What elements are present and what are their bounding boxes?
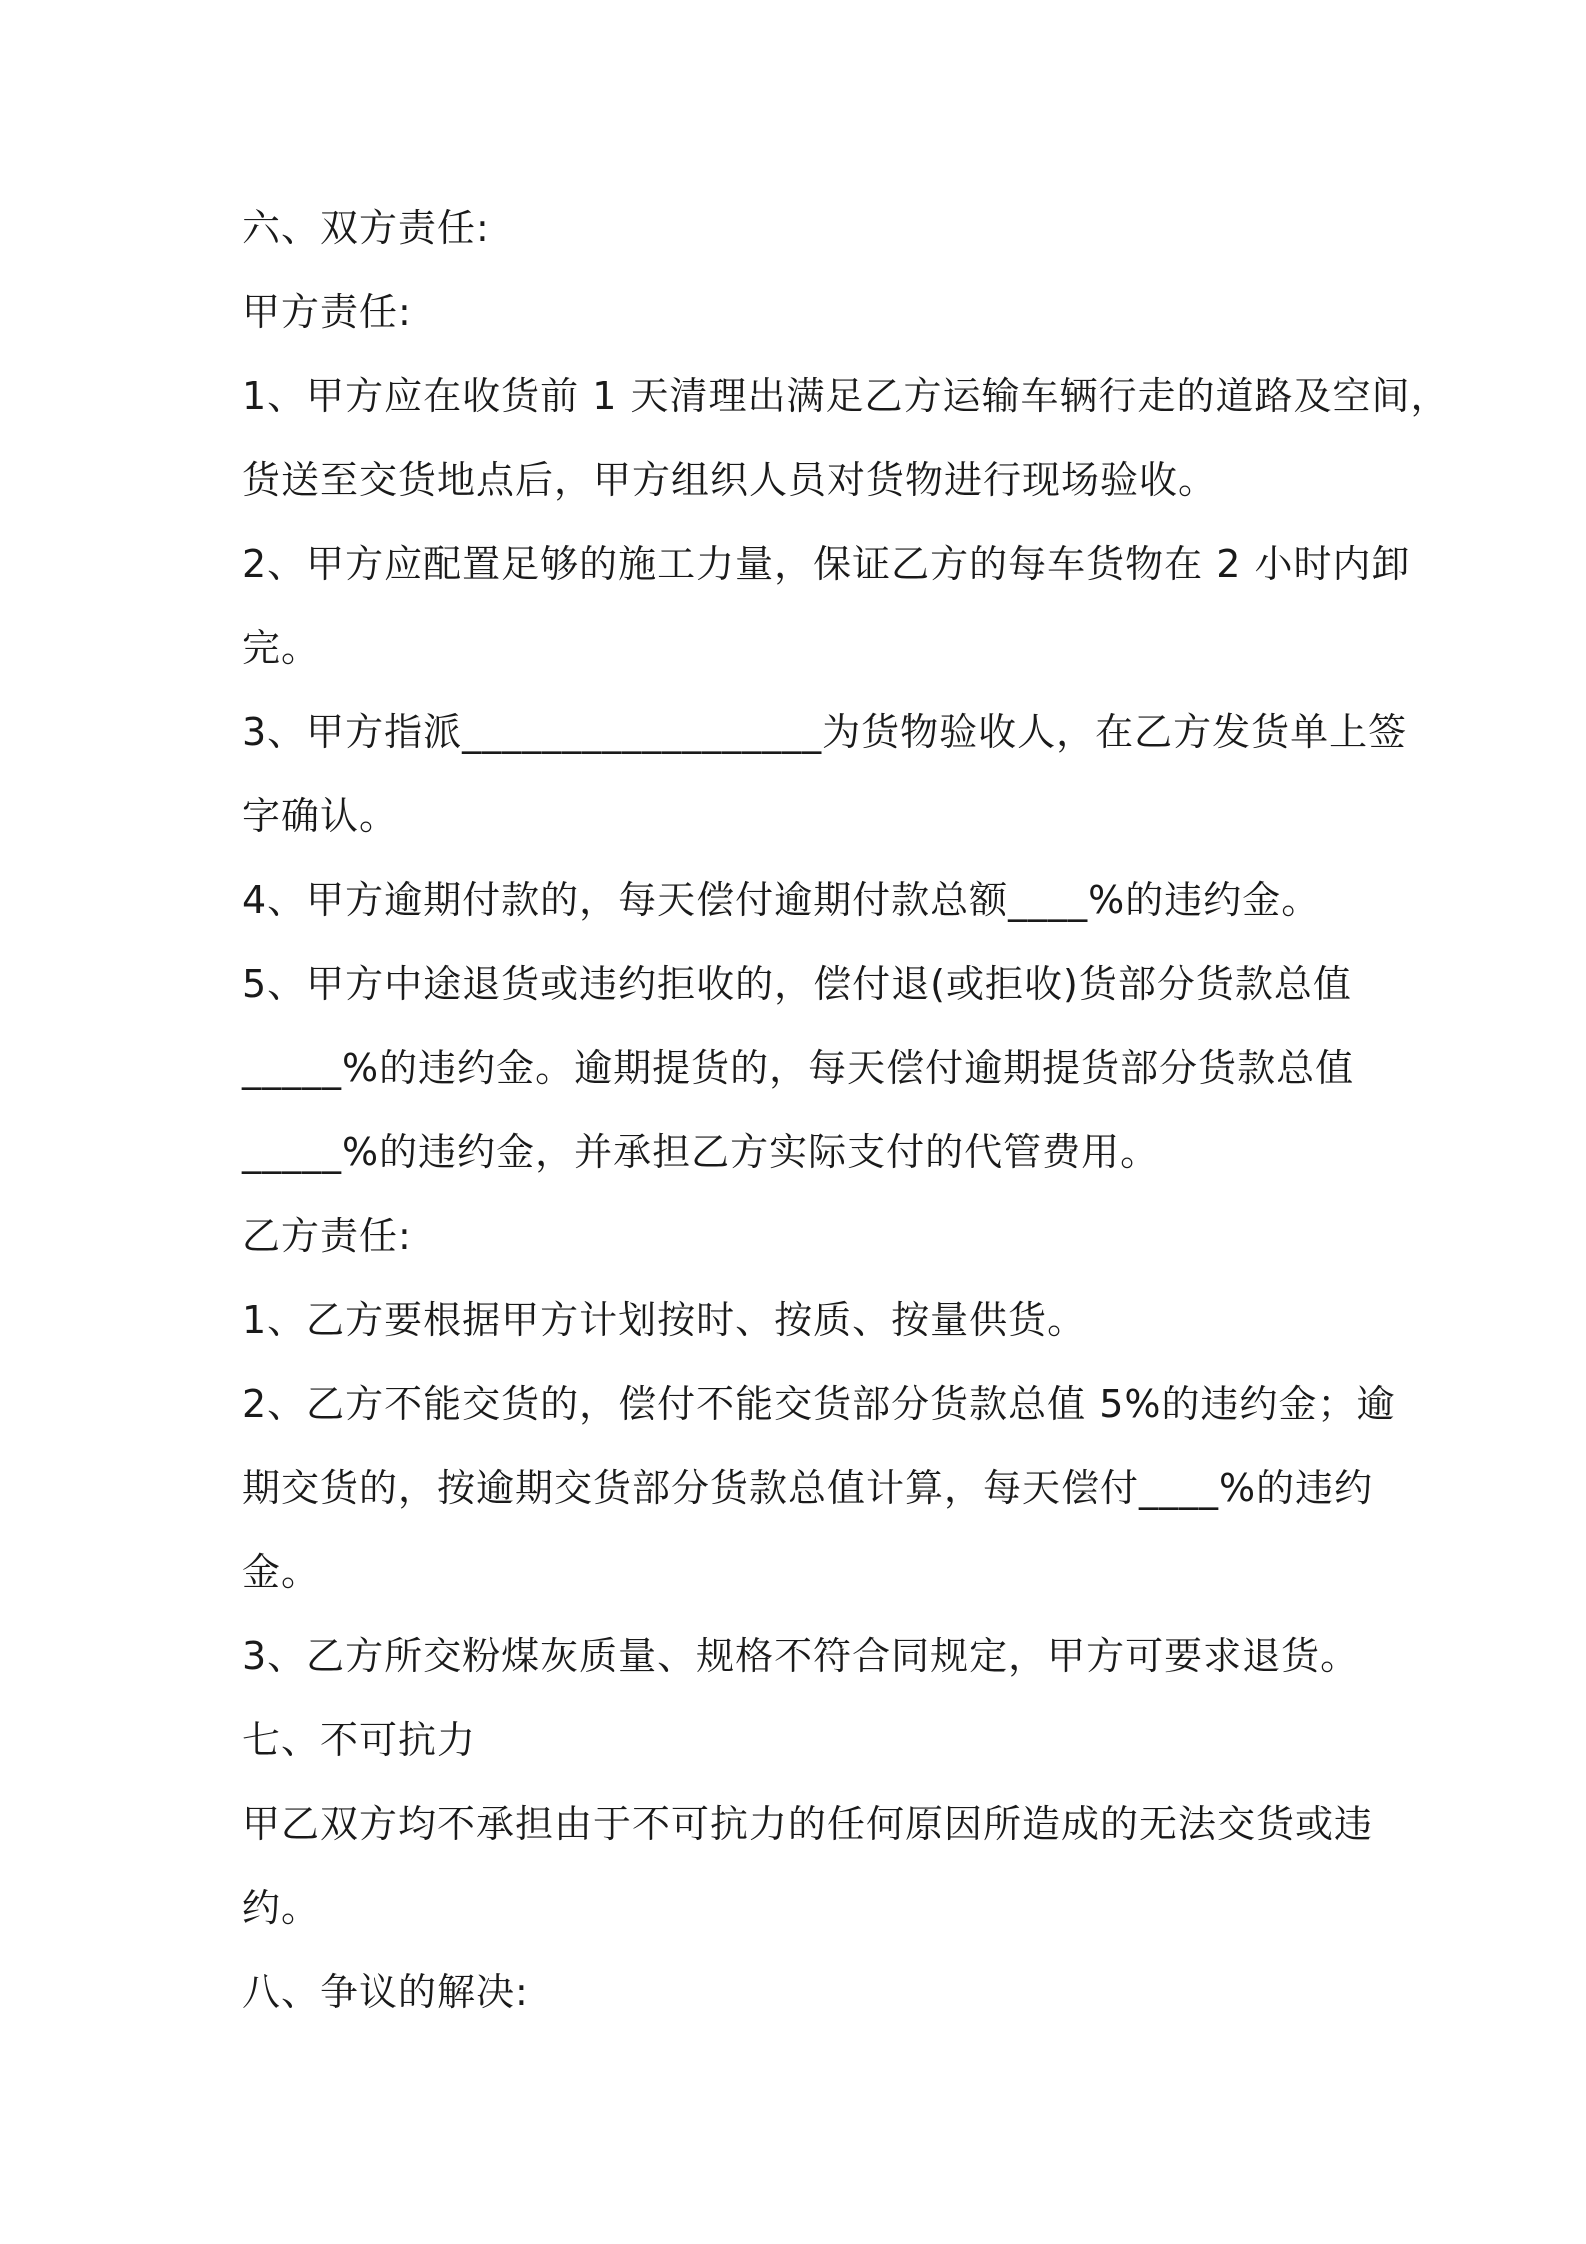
party-a-clause-5-line-3: _____%的违约金，并承担乙方实际支付的代管费用。 (242, 1130, 1160, 1174)
party-b-heading: 乙方责任: (242, 1214, 412, 1258)
party-a-clause-3-line-1: 3、甲方指派__________________为货物验收人，在乙方发货单上签 (242, 710, 1408, 754)
party-b-clause-3: 3、乙方所交粉煤灰质量、规格不符合同规定，甲方可要求退货。 (242, 1634, 1360, 1678)
force-majeure-line-1: 甲乙双方均不承担由于不可抗力的任何原因所造成的无法交货或违 (242, 1802, 1374, 1846)
party-a-heading: 甲方责任: (242, 290, 412, 334)
party-a-clause-2-line-2: 完。 (242, 626, 321, 670)
party-a-clause-4: 4、甲方逾期付款的，每天偿付逾期付款总额____%的违约金。 (242, 878, 1321, 922)
party-b-clause-2-line-3: 金。 (242, 1550, 321, 1594)
section-heading-6: 六、双方责任: (242, 206, 490, 250)
party-b-clause-1: 1、乙方要根据甲方计划按时、按质、按量供货。 (242, 1298, 1087, 1342)
party-b-clause-2-line-1: 2、乙方不能交货的，偿付不能交货部分货款总值 5%的违约金；逾 (242, 1382, 1396, 1426)
party-a-clause-2-line-1: 2、甲方应配置足够的施工力量，保证乙方的每车货物在 2 小时内卸 (242, 542, 1411, 586)
party-b-clause-2-line-2: 期交货的，按逾期交货部分货款总值计算，每天偿付____%的违约 (242, 1466, 1374, 1510)
party-a-clause-5-line-2: _____%的违约金。逾期提货的，每天偿付逾期提货部分货款总值 (242, 1046, 1355, 1090)
party-a-clause-3-line-2: 字确认。 (242, 794, 399, 838)
section-heading-8: 八、争议的解决: (242, 1970, 529, 2014)
force-majeure-line-2: 约。 (242, 1886, 321, 1930)
section-heading-7: 七、不可抗力 (242, 1718, 477, 1762)
party-a-clause-5-line-1: 5、甲方中途退货或违约拒收的，偿付退(或拒收)货部分货款总值 (242, 962, 1352, 1006)
party-a-clause-1-line-2: 货送至交货地点后，甲方组织人员对货物进行现场验收。 (242, 458, 1218, 502)
party-a-clause-1-line-1: 1、甲方应在收货前 1 天清理出满足乙方运输车辆行走的道路及空间， (242, 374, 1450, 418)
